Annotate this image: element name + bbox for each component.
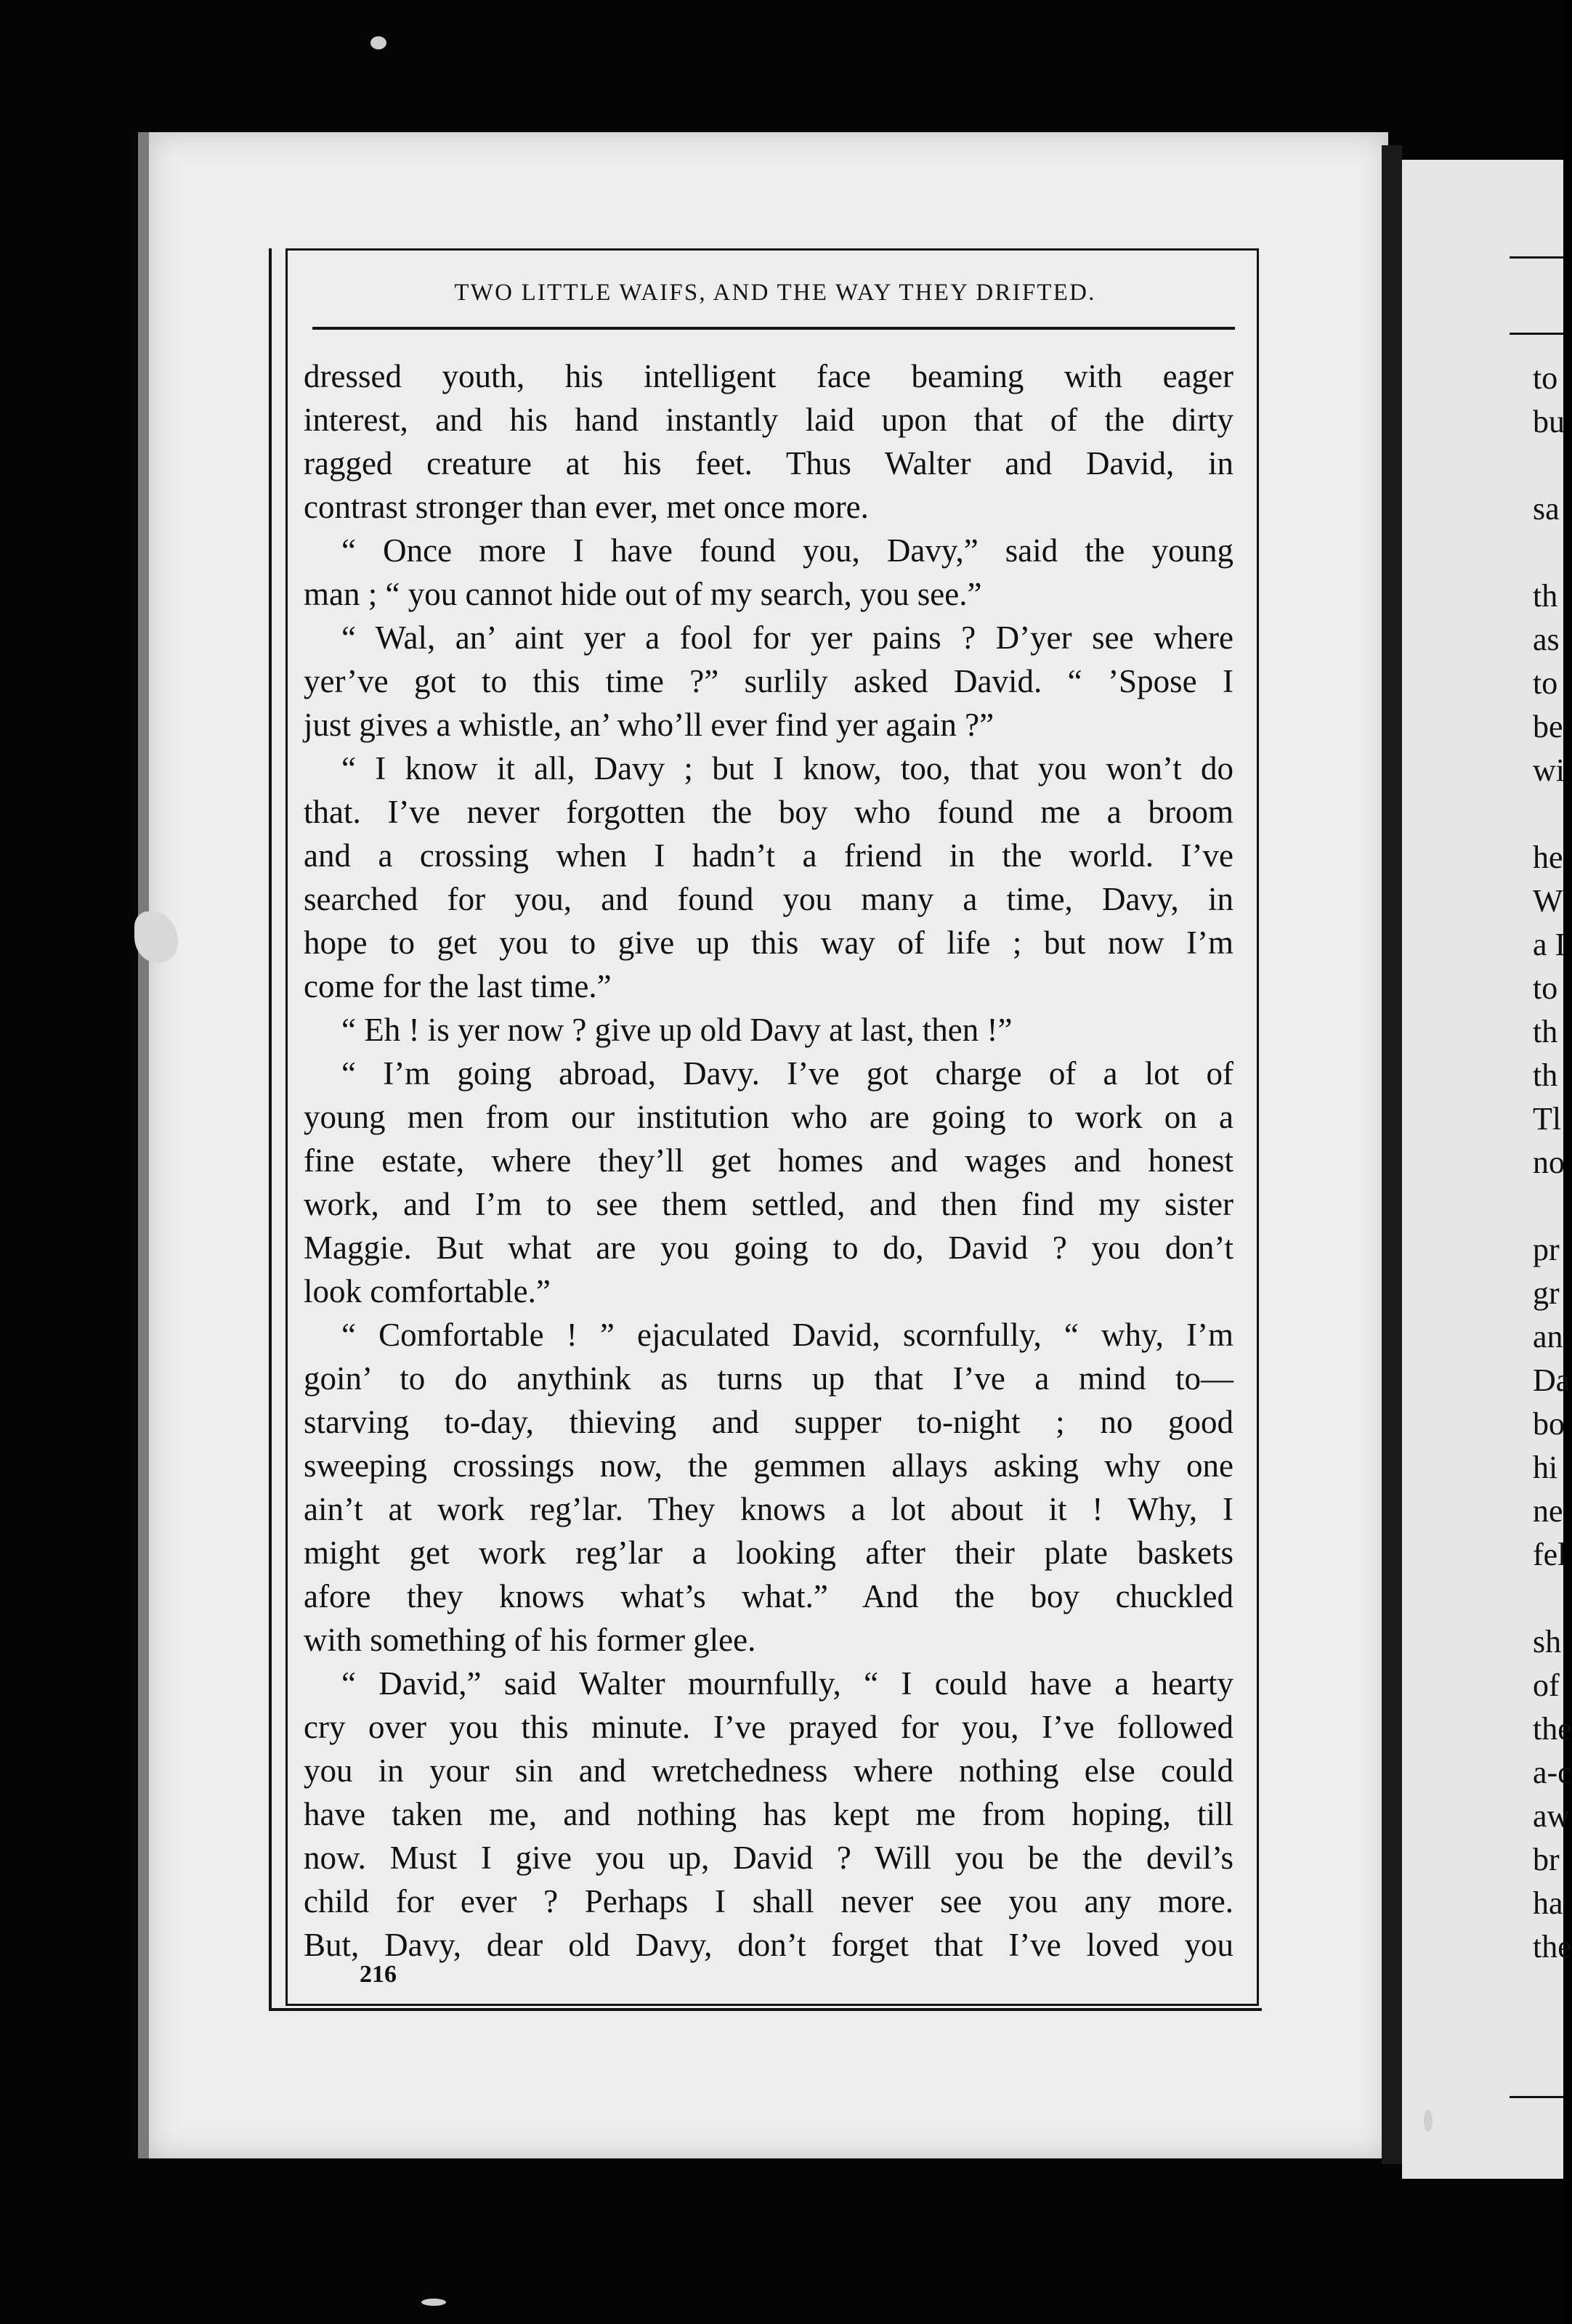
text-line: goin’ to do anythink as turns up that I’ve a mind to— [304, 1360, 1233, 1397]
text-line: have taken me, and nothing has kept me from hoping, till [304, 1796, 1233, 1832]
dust-speck [370, 36, 386, 49]
facing-page-fragment: be [1533, 709, 1563, 744]
facing-page-fragment: W [1533, 883, 1563, 919]
text-line: dressed youth, his intelligent face beaming with eager [304, 358, 1233, 394]
dust-speck [1424, 2110, 1433, 2132]
facing-page-fragment: an [1533, 1319, 1563, 1354]
text-line: “ I’m going abroad, Davy. I’ve got charge of a lot of [341, 1055, 1233, 1092]
text-line: look comfortable.” [304, 1273, 551, 1309]
facing-page-fragment: to [1533, 970, 1558, 1006]
text-line: might get work reg’lar a looking after their plate baskets [304, 1535, 1233, 1571]
text-line: and a crossing when I hadn’t a friend in the world. I’ve [304, 837, 1233, 874]
facing-page-fragment: th [1533, 1057, 1558, 1093]
header-rule [312, 327, 1235, 330]
text-line: you in your sin and wretchedness where nothing else could [304, 1752, 1233, 1789]
text-line: young men from our institution who are going to work on a [304, 1099, 1233, 1135]
text-line: “ Wal, an’ aint yer a fool for yer pains ? D’yer see where [341, 619, 1233, 656]
text-line: sweeping crossings now, the gemmen allays asking why one [304, 1447, 1233, 1484]
dust-speck [421, 2299, 446, 2306]
facing-page-fragment: to [1533, 360, 1558, 396]
facing-page-fragment: ne [1533, 1493, 1563, 1529]
text-line: But, Davy, dear old Davy, don’t forget that I’ve loved you [304, 1927, 1233, 1963]
text-line: “ I know it all, Davy ; but I know, too, that you won’t do [341, 750, 1233, 787]
facing-page-fragment: as [1533, 622, 1560, 657]
text-line: “ Eh ! is yer now ? give up old Davy at last, then !” [341, 1012, 1013, 1048]
facing-page-fragment: bu [1533, 404, 1565, 439]
facing-page-fragment: fel [1533, 1537, 1567, 1572]
text-line: come for the last time.” [304, 968, 612, 1004]
text-line: work, and I’m to see them settled, and then find my sister [304, 1186, 1233, 1222]
text-line: “ Once more I have found you, Davy,” said the young [341, 532, 1233, 569]
running-header: TWO LITTLE WAIFS, AND THE WAY THEY DRIFTED. [454, 280, 1096, 306]
facing-page-fragment: he [1533, 840, 1563, 875]
text-line: “ Comfortable ! ” ejaculated David, scornfully, “ why, I’m [341, 1317, 1233, 1353]
facing-page-fragment: of [1533, 1667, 1560, 1703]
text-line: searched for you, and found you many a time, Davy, in [304, 881, 1233, 917]
text-line: with something of his former glee. [304, 1622, 756, 1658]
text-line: afore they knows what’s what.” And the boy chuckled [304, 1578, 1233, 1614]
page-number: 216 [360, 1961, 397, 1988]
facing-page-fragment: the [1533, 1711, 1572, 1747]
facing-page-fragment: a-c [1533, 1755, 1572, 1790]
text-line: hope to get you to give up this way of life ; but now I’m [304, 925, 1233, 961]
facing-page-fragment: Da [1533, 1362, 1571, 1398]
facing-page-fragment: aw [1533, 1798, 1571, 1834]
text-line: just gives a whistle, an’ who’ll ever find yer again ?” [304, 707, 994, 743]
facing-page-fragment: pr [1533, 1232, 1560, 1267]
text-line: Maggie. But what are you going to do, David ? you don’t [304, 1230, 1233, 1266]
text-line: now. Must I give you up, David ? Will you be the devil’s [304, 1840, 1233, 1876]
text-line: fine estate, where they’ll get homes and wages and honest [304, 1142, 1233, 1179]
facing-page-fragment: wi [1533, 752, 1565, 788]
facing-page-fragment: th [1533, 1014, 1558, 1049]
text-line: contrast stronger than ever, met once more. [304, 489, 869, 525]
book-gutter [1382, 145, 1402, 2164]
facing-page-fragment: gr [1533, 1275, 1560, 1311]
facing-page-fragment: th [1533, 578, 1558, 614]
facing-page-fragment: a I [1533, 927, 1566, 962]
text-line: interest, and his hand instantly laid upon that of the dirty [304, 402, 1233, 438]
facing-page-fragment: sa [1533, 491, 1560, 527]
text-line: ragged creature at his feet. Thus Walter and David, in [304, 445, 1233, 482]
text-line: child for ever ? Perhaps I shall never see you any more. [304, 1883, 1233, 1919]
text-line: cry over you this minute. I’ve prayed for you, I’ve followed [304, 1709, 1233, 1745]
facing-page-fragment: bo [1533, 1406, 1565, 1442]
text-line: man ; “ you cannot hide out of my search, you see.” [304, 576, 982, 612]
text-line: that. I’ve never forgotten the boy who found me a broom [304, 794, 1233, 830]
facing-page-fragment: the [1533, 1929, 1572, 1965]
facing-page-fragment: to [1533, 665, 1558, 701]
right-page-header-rule [1510, 333, 1563, 335]
facing-page-fragment: sh [1533, 1624, 1562, 1659]
text-line: “ David,” said Walter mournfully, “ I could have a hearty [341, 1665, 1233, 1702]
facing-page-fragment: ha [1533, 1885, 1563, 1921]
facing-page-fragment: no [1533, 1145, 1565, 1180]
body-text [304, 354, 1233, 1967]
right-page [1402, 160, 1572, 2179]
text-line: ain’t at work reg’lar. They knows a lot about it ! Why, I [304, 1491, 1233, 1527]
text-line: yer’ve got to this time ?” surlily asked David. “ ’Spose I [304, 663, 1233, 699]
text-line: starving to-day, thieving and supper to-night ; no good [304, 1404, 1233, 1440]
facing-page-fragment: Tl [1533, 1101, 1562, 1137]
facing-page-fragment: hi [1533, 1450, 1558, 1485]
facing-page-fragment: br [1533, 1842, 1560, 1877]
